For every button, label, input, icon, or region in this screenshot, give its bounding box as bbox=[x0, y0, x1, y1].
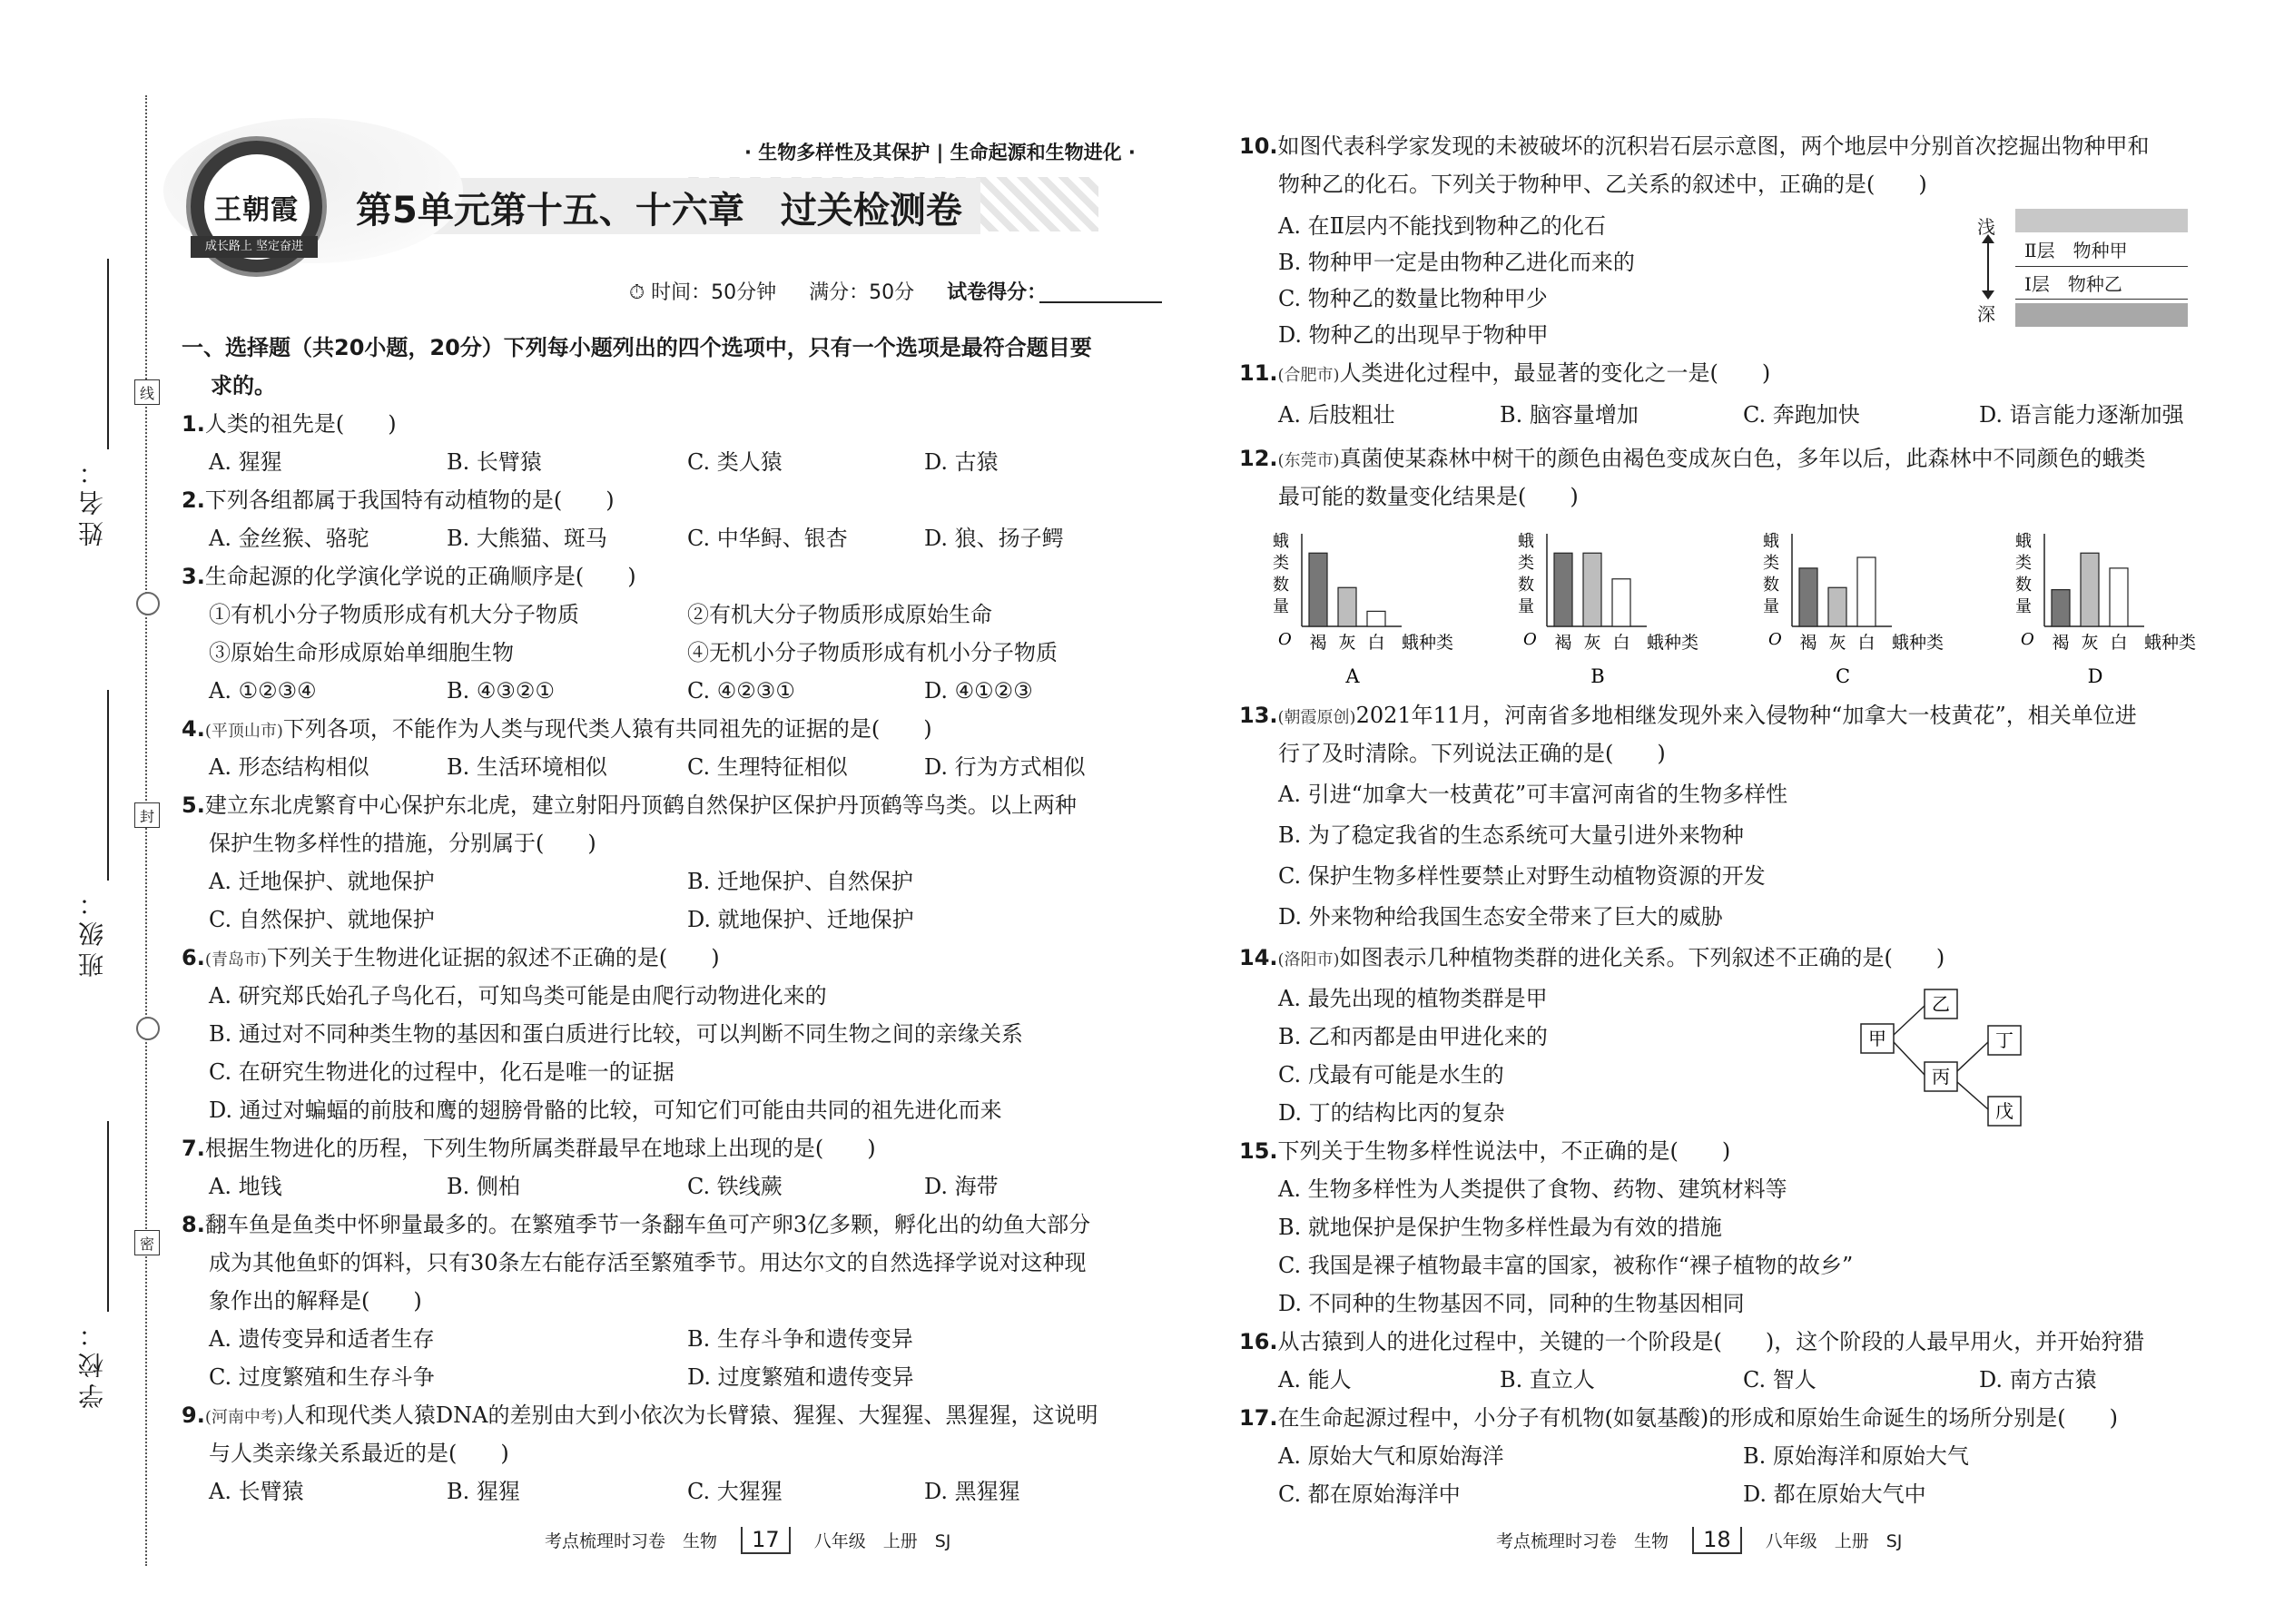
footer-left bbox=[545, 1527, 950, 1554]
q9-option-a[interactable]: A. 长臂猿 bbox=[209, 1479, 304, 1504]
q1-option-c[interactable]: C. 类人猿 bbox=[687, 449, 783, 475]
q13-option-a[interactable]: A. 引进“加拿大一枝黄花”可丰富河南省的生物多样性 bbox=[1278, 782, 1788, 807]
q9-option-b[interactable]: B. 猩猩 bbox=[447, 1479, 520, 1504]
page-title: 第5单元第十五、十六章 过关检测卷 bbox=[356, 190, 962, 231]
q9-option-d[interactable]: D. 黑猩猩 bbox=[924, 1479, 1020, 1504]
q8-option-d[interactable]: D. 过度繁殖和遗传变异 bbox=[687, 1364, 914, 1390]
name-field[interactable] bbox=[107, 259, 109, 449]
bar-1 bbox=[1554, 553, 1572, 626]
question-12-line2: 最可能的数量变化结果是( ) bbox=[1278, 484, 1579, 509]
question-16: 16.从古猿到人的进化过程中，关键的一个阶段是( )，这个阶段的人最早用火，并开始狩猎 bbox=[1239, 1329, 2145, 1354]
category-label: 灰 bbox=[1338, 633, 1356, 653]
ylabel-char: 量 bbox=[1763, 597, 1779, 616]
q8-option-a[interactable]: A. 遗传变异和适者生存 bbox=[209, 1326, 435, 1352]
q2-option-c[interactable]: C. 中华鲟、银杏 bbox=[687, 526, 848, 551]
q11-option-d[interactable]: D. 语言能力逐渐加强 bbox=[1979, 402, 2184, 428]
question-2: 2.下列各组都属于我国特有动植物的是( ) bbox=[182, 487, 615, 513]
q12-chart-c[interactable] bbox=[1754, 527, 1990, 694]
seal-mark-3: 密 bbox=[134, 1230, 160, 1255]
bar-2 bbox=[1338, 587, 1356, 626]
edge-bing-wu bbox=[1957, 1082, 1988, 1109]
q6-option-a[interactable]: A. 研究郑氏始孔子鸟化石，可知鸟类可能是由爬行动物进化来的 bbox=[209, 983, 827, 1009]
xlabel: 蛾种类 bbox=[1892, 633, 1944, 653]
ylabel-char: 蛾 bbox=[2015, 532, 2032, 551]
question-9: 9.(河南中考)人和现代类人猿DNA的差别由大到小依次为长臂猿、猩猩、大猩猩、黑猩猩，这说明 bbox=[182, 1403, 1098, 1428]
q11-option-b[interactable]: B. 脑容量增加 bbox=[1500, 402, 1639, 428]
category-label: 白 bbox=[1367, 633, 1385, 653]
node-ding-label: 丁 bbox=[1995, 1029, 2013, 1051]
school-label: 学校： bbox=[77, 1316, 107, 1409]
q3-statement-1: ①有机小分子物质形成有机大分子物质 bbox=[209, 602, 579, 627]
origin-label: O bbox=[2021, 630, 2034, 649]
question-12: 12.(东莞市)真菌使某森林中树干的颜色由褐色变成灰白色，多年以后，此森林中不同颜色的蛾类 bbox=[1239, 446, 2146, 471]
school-field[interactable] bbox=[107, 1121, 109, 1312]
brand-ribbon: 成长路上 坚定奋进 bbox=[191, 236, 318, 258]
category-label: 灰 bbox=[1583, 633, 1601, 653]
q13-option-d[interactable]: D. 外来物种给我国生态安全带来了巨大的威胁 bbox=[1278, 904, 1723, 930]
q2-option-d[interactable]: D. 狼、扬子鳄 bbox=[924, 526, 1064, 551]
category-label: 褐 bbox=[1554, 633, 1572, 653]
bar-2 bbox=[1583, 553, 1601, 626]
xlabel: 蛾种类 bbox=[1647, 633, 1699, 653]
header-subtitle: · 生物多样性及其保护 | 生命起源和生物进化 · bbox=[744, 142, 1136, 163]
footer-right bbox=[1496, 1527, 1902, 1554]
ylabel-char: 数 bbox=[1763, 576, 1779, 595]
q17-option-d[interactable]: D. 都在原始大气中 bbox=[1743, 1481, 1926, 1507]
node-wu-label: 戊 bbox=[1995, 1100, 2013, 1122]
edge-jia-bing bbox=[1894, 1042, 1925, 1075]
footer-left-grade: 八年级 上册 SJ bbox=[813, 1531, 951, 1551]
q15-option-d[interactable]: D. 不同种的生物基因不同，同种的生物基因相同 bbox=[1278, 1291, 1745, 1316]
q3-statement-3: ③原始生命形成原始单细胞生物 bbox=[209, 640, 514, 665]
question-5: 5.建立东北虎繁育中心保护东北虎，建立射阳丹顶鹤自然保护区保护丹顶鹤等鸟类。以上两种 bbox=[182, 792, 1077, 818]
q7-option-a[interactable]: A. 地钱 bbox=[209, 1174, 282, 1199]
question-8-line3: 象作出的解释是( ) bbox=[209, 1288, 422, 1314]
question-7: 7.根据生物进化的历程，下列生物所属类群最早在地球上出现的是( ) bbox=[182, 1136, 876, 1161]
name-label: 姓名： bbox=[77, 454, 107, 546]
q5-option-d[interactable]: D. 就地保护、迁地保护 bbox=[687, 907, 914, 932]
q7-option-c[interactable]: C. 铁线蕨 bbox=[687, 1174, 783, 1199]
q16-option-d[interactable]: D. 南方古猿 bbox=[1979, 1367, 2097, 1393]
binding-dotted-line bbox=[145, 95, 147, 1566]
q14-option-d[interactable]: D. 丁的结构比丙的复杂 bbox=[1278, 1100, 1505, 1126]
category-label: 褐 bbox=[1309, 633, 1327, 653]
strata-layer-2: Ⅱ层 物种甲 bbox=[2015, 234, 2188, 267]
q3-option-d[interactable]: D. ④①②③ bbox=[924, 678, 1033, 704]
seal-mark-2: 封 bbox=[134, 802, 160, 828]
class-field[interactable] bbox=[107, 690, 109, 881]
q10-option-d[interactable]: D. 物种乙的出现早于物种甲 bbox=[1278, 322, 1549, 348]
q12-chart-b[interactable] bbox=[1509, 527, 1745, 694]
clock-icon: ⏱ bbox=[629, 281, 645, 304]
chart-option-label: C bbox=[1835, 665, 1851, 687]
ylabel-char: 蛾 bbox=[1273, 532, 1289, 551]
bar-1 bbox=[1309, 553, 1327, 626]
q6-option-b[interactable]: B. 通过对不同种类生物的基因和蛋白质进行比较，可以判断不同生物之间的亲缘关系 bbox=[209, 1021, 1023, 1047]
chart-option-label: D bbox=[2087, 665, 2103, 687]
q7-option-b[interactable]: B. 侧柏 bbox=[447, 1174, 520, 1199]
q17-option-a[interactable]: A. 原始大气和原始海洋 bbox=[1278, 1443, 1504, 1469]
exam-score-field[interactable] bbox=[1039, 301, 1162, 303]
q2-option-a[interactable]: A. 金丝猴、骆驼 bbox=[209, 526, 369, 551]
bar-2 bbox=[2081, 553, 2099, 626]
q16-option-c[interactable]: C. 智人 bbox=[1743, 1367, 1816, 1393]
q16-option-b[interactable]: B. 直立人 bbox=[1500, 1367, 1595, 1393]
ylabel-char: 量 bbox=[1273, 597, 1289, 616]
ylabel-char: 数 bbox=[2015, 576, 2032, 595]
q10-option-a[interactable]: A. 在Ⅱ层内不能找到物种乙的化石 bbox=[1278, 213, 1606, 239]
category-label: 灰 bbox=[1828, 633, 1846, 653]
chart-option-label: B bbox=[1590, 665, 1605, 687]
bar-3 bbox=[1612, 579, 1630, 626]
q5-option-b[interactable]: B. 迁地保护、自然保护 bbox=[687, 869, 913, 894]
bar-3 bbox=[1367, 611, 1385, 626]
q15-option-c[interactable]: C. 我国是裸子植物最丰富的国家，被称作“裸子植物的故乡” bbox=[1278, 1253, 1854, 1278]
q3-option-b[interactable]: B. ④③②① bbox=[447, 678, 555, 704]
q3-statement-2: ②有机大分子物质形成原始生命 bbox=[687, 602, 992, 627]
strata-deep-label: 深 bbox=[1977, 303, 1995, 325]
q5-option-c[interactable]: C. 自然保护、就地保护 bbox=[209, 907, 435, 932]
question-10-line2: 物种乙的化石。下列关于物种甲、乙关系的叙述中，正确的是( ) bbox=[1278, 172, 1927, 197]
evolution-diagram bbox=[1852, 980, 2088, 1139]
question-6: 6.(青岛市)下列关于生物进化证据的叙述不正确的是( ) bbox=[182, 945, 720, 970]
q16-option-a[interactable]: A. 能人 bbox=[1278, 1367, 1352, 1393]
brand-logo-text: 王朝霞 bbox=[214, 193, 299, 226]
node-bing-label: 丙 bbox=[1932, 1066, 1950, 1088]
question-17: 17.在生命起源过程中，小分子有机物(如氨基酸)的形成和原始生命诞生的场所分别是( ) bbox=[1239, 1405, 2118, 1431]
origin-label: O bbox=[1278, 630, 1292, 649]
category-label: 白 bbox=[1857, 633, 1876, 653]
question-13-line2: 行了及时清除。下列说法正确的是( ) bbox=[1278, 741, 1666, 766]
ylabel-char: 类 bbox=[1273, 554, 1289, 573]
q2-option-b[interactable]: B. 大熊猫、斑马 bbox=[447, 526, 607, 551]
section1-title-2: 求的。 bbox=[211, 373, 276, 399]
ylabel-char: 类 bbox=[1763, 554, 1779, 573]
exam-score-label: 试卷得分： bbox=[947, 281, 1048, 304]
question-4: 4.(平顶山市)下列各项，不能作为人类与现代类人猿有共同祖先的证据的是( ) bbox=[182, 716, 932, 742]
q15-option-a[interactable]: A. 生物多样性为人类提供了食物、药物、建筑材料等 bbox=[1278, 1176, 1787, 1202]
category-label: 白 bbox=[1612, 633, 1630, 653]
footer-left-text: 考点梳理时习卷 生物 bbox=[545, 1531, 718, 1551]
category-label: 白 bbox=[2110, 633, 2128, 653]
question-10: 10.如图代表科学家发现的未被破坏的沉积岩石层示意图，两个地层中分别首次挖掘出物种甲和 bbox=[1239, 133, 2150, 159]
ylabel-char: 量 bbox=[1518, 597, 1534, 616]
page-number-right: 18 bbox=[1692, 1527, 1742, 1554]
q14-option-c[interactable]: C. 戊最有可能是水生的 bbox=[1278, 1062, 1504, 1088]
q9-option-c[interactable]: C. 大猩猩 bbox=[687, 1479, 783, 1504]
q14-option-a[interactable]: A. 最先出现的植物类群是甲 bbox=[1278, 986, 1548, 1011]
origin-label: O bbox=[1523, 630, 1537, 649]
q12-chart-a[interactable] bbox=[1264, 527, 1500, 694]
node-jia-label: 甲 bbox=[1868, 1028, 1886, 1049]
q13-option-c[interactable]: C. 保护生物多样性要禁止对野生动植物资源的开发 bbox=[1278, 863, 1766, 889]
edge-jia-yi bbox=[1894, 1006, 1925, 1035]
category-label: 褐 bbox=[2052, 633, 2070, 653]
q1-option-b[interactable]: B. 长臂猿 bbox=[447, 449, 542, 475]
q4-option-b[interactable]: B. 生活环境相似 bbox=[447, 754, 607, 780]
section1-title: 一、选择题（共20小题，20分）下列每小题列出的四个选项中，只有一个选项是最符合题目要 bbox=[182, 335, 1092, 360]
category-label: 褐 bbox=[1799, 633, 1817, 653]
strata-shallow-label: 浅 bbox=[1977, 216, 1995, 238]
origin-label: O bbox=[1768, 630, 1782, 649]
q10-option-c[interactable]: C. 物种乙的数量比物种甲少 bbox=[1278, 286, 1548, 311]
class-label: 班级： bbox=[77, 885, 107, 978]
footer-right-grade: 八年级 上册 SJ bbox=[1765, 1531, 1903, 1551]
question-1: 1.人类的祖先是( ) bbox=[182, 411, 397, 437]
exam-full-score: 满分：50分 bbox=[809, 281, 915, 304]
q14-option-b[interactable]: B. 乙和丙都是由甲进化来的 bbox=[1278, 1024, 1548, 1049]
q11-option-c[interactable]: C. 奔跑加快 bbox=[1743, 402, 1860, 428]
bar-1 bbox=[2052, 590, 2070, 626]
strata-arrow bbox=[1987, 241, 1989, 293]
q4-option-c[interactable]: C. 生理特征相似 bbox=[687, 754, 848, 780]
strata-layer-1: Ⅰ层 物种乙 bbox=[2015, 269, 2188, 300]
bar-2 bbox=[1828, 587, 1846, 626]
chart-option-label: A bbox=[1345, 665, 1360, 687]
q15-option-b[interactable]: B. 就地保护是保护生物多样性最为有效的措施 bbox=[1278, 1215, 1722, 1240]
ylabel-char: 蛾 bbox=[1763, 532, 1779, 551]
q8-option-c[interactable]: C. 过度繁殖和生存斗争 bbox=[209, 1364, 435, 1390]
footer-right-text: 考点梳理时习卷 生物 bbox=[1496, 1531, 1669, 1551]
q3-statement-4: ④无机小分子物质形成有机小分子物质 bbox=[687, 640, 1058, 665]
q10-option-b[interactable]: B. 物种甲一定是由物种乙进化而来的 bbox=[1278, 250, 1635, 275]
q6-option-c[interactable]: C. 在研究生物进化的过程中，化石是唯一的证据 bbox=[209, 1059, 674, 1085]
q1-option-d[interactable]: D. 古猿 bbox=[924, 449, 999, 475]
category-label: 灰 bbox=[2081, 633, 2099, 653]
q1-option-a[interactable]: A. 猩猩 bbox=[209, 449, 282, 475]
strata-bottom-layer bbox=[2015, 303, 2188, 327]
q11-option-a[interactable]: A. 后肢粗壮 bbox=[1278, 402, 1395, 428]
question-9-line2: 与人类亲缘关系最近的是( ) bbox=[209, 1441, 509, 1466]
q4-option-d[interactable]: D. 行为方式相似 bbox=[924, 754, 1086, 780]
bar-1 bbox=[1799, 568, 1817, 626]
question-8-line2: 成为其他鱼虾的饵料，只有30条左右能存活至繁殖季节。用达尔文的自然选择学说对这种现 bbox=[209, 1250, 1087, 1275]
exam-time: 时间：50分钟 bbox=[651, 281, 777, 304]
xlabel: 蛾种类 bbox=[1402, 633, 1454, 653]
q12-chart-d[interactable] bbox=[2006, 527, 2242, 694]
q3-option-a[interactable]: A. ①②③④ bbox=[209, 678, 317, 704]
q6-option-d[interactable]: D. 通过对蝙蝠的前肢和鹰的翅膀骨骼的比较，可知它们可能由共同的祖先进化而来 bbox=[209, 1097, 1002, 1123]
q17-option-b[interactable]: B. 原始海洋和原始大气 bbox=[1743, 1443, 1969, 1469]
q17-option-c[interactable]: C. 都在原始海洋中 bbox=[1278, 1481, 1461, 1507]
ylabel-char: 数 bbox=[1273, 576, 1289, 595]
ylabel-char: 类 bbox=[2015, 554, 2032, 573]
ylabel-char: 类 bbox=[1518, 554, 1534, 573]
ylabel-char: 蛾 bbox=[1518, 532, 1534, 551]
seal-mark-1: 线 bbox=[134, 379, 160, 405]
question-13: 13.(朝霞原创)2021年11月，河南省多地相继发现外来入侵物种“加拿大一枝黄花”，相关单位进 bbox=[1239, 703, 2137, 728]
edge-bing-ding bbox=[1957, 1042, 1988, 1071]
bar-3 bbox=[1857, 557, 1876, 626]
binding-hole-2 bbox=[136, 1017, 160, 1040]
q3-option-c[interactable]: C. ④②③① bbox=[687, 678, 795, 704]
xlabel: 蛾种类 bbox=[2144, 633, 2197, 653]
question-3: 3.生命起源的化学演化学说的正确顺序是( ) bbox=[182, 564, 636, 589]
binding-hole-1 bbox=[136, 592, 160, 615]
strata-top-layer bbox=[2015, 209, 2188, 232]
question-5-line2: 保护生物多样性的措施，分别属于( ) bbox=[209, 831, 596, 856]
bar-3 bbox=[2110, 568, 2128, 626]
question-15: 15.下列关于生物多样性说法中，不正确的是( ) bbox=[1239, 1138, 1731, 1164]
exam-info bbox=[629, 277, 1047, 305]
q7-option-d[interactable]: D. 海带 bbox=[924, 1174, 999, 1199]
q8-option-b[interactable]: B. 生存斗争和遗传变异 bbox=[687, 1326, 913, 1352]
node-yi-label: 乙 bbox=[1932, 993, 1950, 1015]
question-14: 14.(洛阳市)如图表示几种植物类群的进化关系。下列叙述不正确的是( ) bbox=[1239, 945, 1945, 970]
ylabel-char: 量 bbox=[2015, 597, 2032, 616]
ylabel-char: 数 bbox=[1518, 576, 1534, 595]
q13-option-b[interactable]: B. 为了稳定我省的生态系统可大量引进外来物种 bbox=[1278, 822, 1744, 848]
question-11: 11.(合肥市)人类进化过程中，最显著的变化之一是( ) bbox=[1239, 360, 1771, 386]
strata-arrow-down bbox=[1982, 290, 1994, 300]
page-number-left: 17 bbox=[741, 1527, 791, 1554]
q5-option-a[interactable]: A. 迁地保护、就地保护 bbox=[209, 869, 435, 894]
strata-arrow-up bbox=[1982, 234, 1994, 243]
q4-option-a[interactable]: A. 形态结构相似 bbox=[209, 754, 369, 780]
question-8: 8.翻车鱼是鱼类中怀卵量最多的。在繁殖季节一条翻车鱼可产卵3亿多颗，孵化出的幼鱼大部分 bbox=[182, 1212, 1091, 1237]
